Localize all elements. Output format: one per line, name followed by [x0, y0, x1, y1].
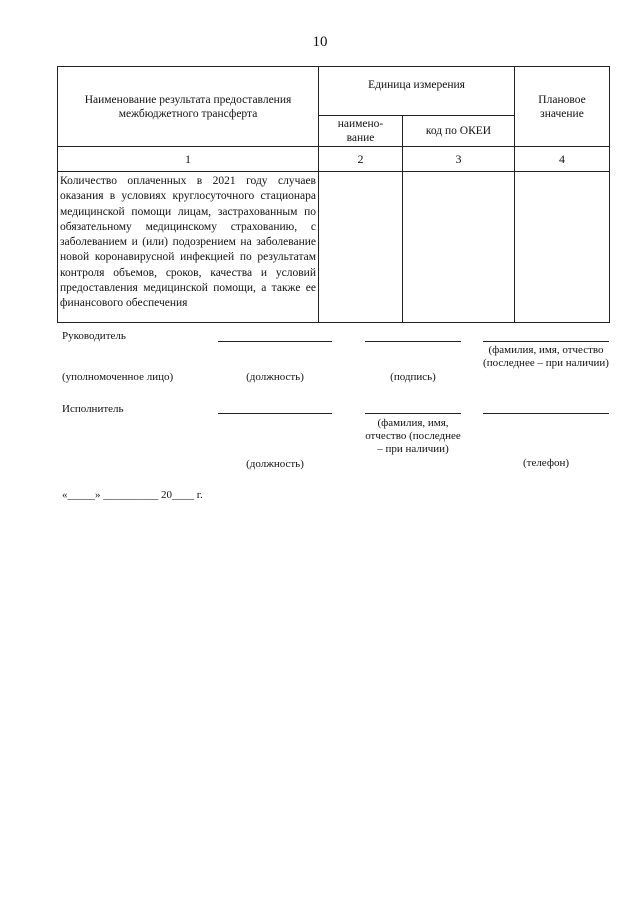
column-number: 2	[319, 147, 403, 172]
head-label: Руководитель	[62, 330, 126, 342]
head-position-line	[218, 341, 332, 342]
date-line: «_____» __________ 20____ г.	[62, 489, 203, 501]
plan-cell	[515, 172, 610, 323]
column-number: 4	[515, 147, 610, 172]
executor-phone-line	[483, 413, 609, 414]
header-plan-value: Плановое значение	[515, 67, 610, 147]
header-result-name: Наименование результата предоставления межбюджетного трансферта	[58, 67, 319, 147]
head-sub-label: (уполномоченное лицо)	[62, 371, 174, 383]
column-number: 1	[58, 147, 319, 172]
head-signature-line	[365, 341, 461, 342]
head-position-caption: (должность)	[246, 371, 304, 383]
executor-fio-caption: (фамилия, имя, отчество (последнее – при наличии)	[365, 417, 461, 455]
table-row	[58, 172, 610, 323]
head-fio-line	[483, 341, 609, 342]
column-number: 3	[403, 147, 515, 172]
page-number: 10	[312, 34, 328, 50]
report-table	[57, 66, 610, 323]
header-unit-group: Единица измерения	[319, 67, 515, 116]
executor-phone-caption: (телефон)	[522, 457, 570, 469]
head-signature-caption: (подпись)	[390, 371, 436, 383]
header-unit-okei: код по ОКЕИ	[403, 116, 515, 147]
header-unit-name: наимено- вание	[319, 116, 403, 147]
executor-position-caption: (должность)	[246, 458, 304, 470]
head-fio-caption: (фамилия, имя, отчество (последнее – при наличии)	[483, 344, 609, 369]
executor-fio-line	[365, 413, 461, 414]
executor-label: Исполнитель	[62, 403, 124, 415]
result-name-text: Количество оплаченных в 2021 году случаев оказания в условиях круглосуточного стационара медицинской помощи лицам, застрахованным по обязательному медицинскому страхованию, с заболеванием и (или) подозрением на заболевание новой коронавирусной инфекцией по результатам контроля объемов, сроков, качества и условий предоставления медицинской помощи, а также ее финансового обеспечения	[60, 175, 316, 310]
okei-cell	[403, 172, 515, 323]
executor-position-line	[218, 413, 332, 414]
unit-name-cell	[319, 172, 403, 323]
result-name-cell	[58, 172, 319, 323]
